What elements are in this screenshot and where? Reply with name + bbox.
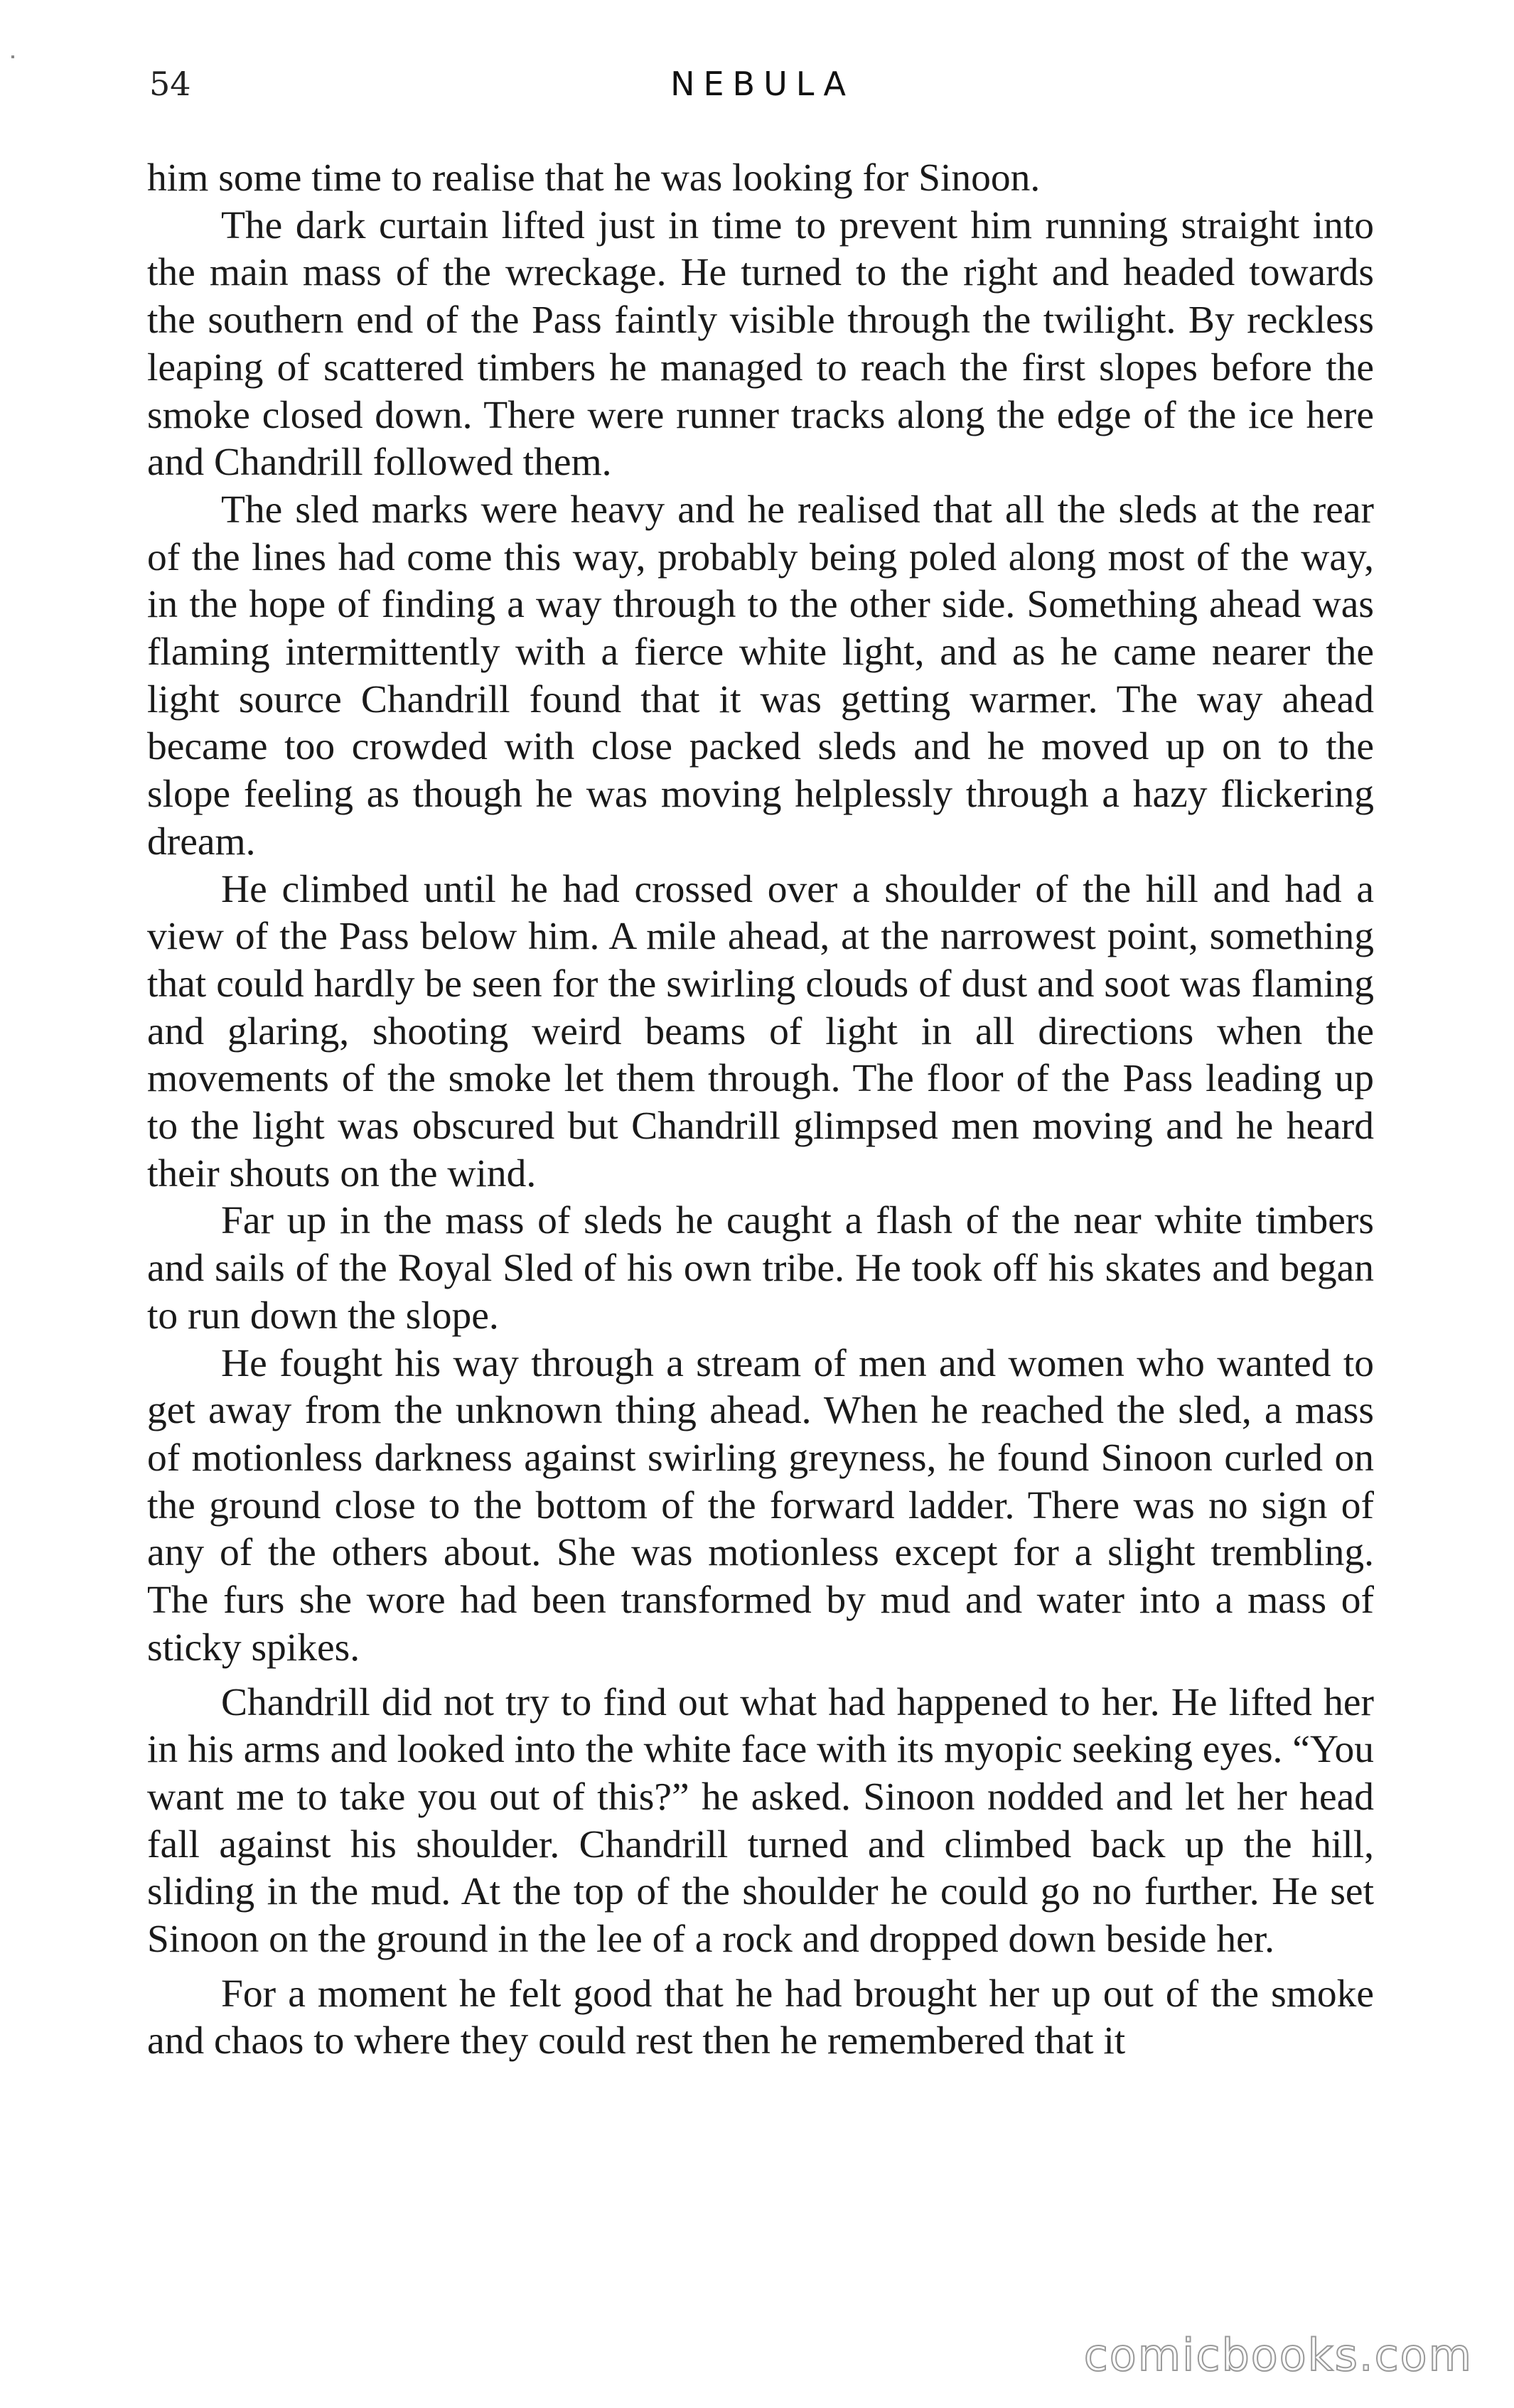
- body-text: [147, 155, 1374, 2065]
- journal-title: NEBULA: [670, 65, 854, 103]
- scan-speck: [11, 55, 14, 58]
- paragraph: him some time to realise that he was looking for Sinoon.: [147, 156, 1041, 200]
- paragraph: He climbed until he had crossed over a shoulder of the hill and had a view of the Pass below him. A mile ahead, at the narrowest point, something that could hardly be seen for the swirling clouds of dust and soot was flaming and glaring, shooting weird beams of light in all directions when the movements of the smoke let them through. The floor of the Pass leading up to the light was obscured but Chandrill glimpsed men moving and he heard their shouts on the wind.: [147, 867, 1374, 1195]
- paragraph: The sled marks were heavy and he realised that all the sleds at the rear of the lines had come this way, probably being poled along most of the way, in the hope of finding a way through to the other side. Something ahead was flaming intermittently with a fierce white light, and as he came nearer the light source Chandrill found that it was getting warmer. The way ahead became too crowded with close packed sleds and he moved up on to the slope feeling as though he was moving helplessly through a hazy flickering dream.: [147, 488, 1374, 864]
- page-number: 54: [149, 65, 191, 103]
- paragraph: For a moment he felt good that he had brought her up out of the smoke and chaos to where they could rest then he remembered that it: [147, 1972, 1374, 2063]
- watermark-logo: comicbooks.com: [1083, 2329, 1473, 2381]
- paragraph: Chandrill did not try to find out what had happened to her. He lifted her in his arms and looked into the white face with its myopic seeking eyes. “You want me to take you out of this?” he asked. Sinoon nodded and let her head fall against his shoulder. Chandrill turned and climbed back up the hill, sliding in the mud. At the top of the shoulder he could go no further. He set Sinoon on the ground in the lee of a rock and dropped down beside her.: [147, 1680, 1374, 1962]
- paragraph: The dark curtain lifted just in time to prevent him running straight into the main mass of the wreckage. He turned to the right and headed towards the southern end of the Pass faintly visible through the twilight. By reckless leaping of scattered timbers he managed to reach the first slopes before the smoke closed down. There were runner tracks along the edge of the ice here and Chandrill followed them.: [147, 203, 1374, 485]
- paragraph: He fought his way through a stream of men and women who wanted to get away from the unknown thing ahead. When he reached the sled, a mass of motionless darkness against swirling greyness, he found Sinoon curled on the ground close to the bottom of the forward ladder. There was no sign of any of the others about. She was motionless except for a slight trembling. The furs she wore had been transformed by mud and water into a mass of sticky spikes.: [147, 1341, 1374, 1670]
- running-head: [149, 63, 1375, 119]
- paragraph: Far up in the mass of sleds he caught a flash of the near white timbers and sails of the Royal Sled of his own tribe. He took off his skates and began to run down the slope.: [147, 1199, 1374, 1338]
